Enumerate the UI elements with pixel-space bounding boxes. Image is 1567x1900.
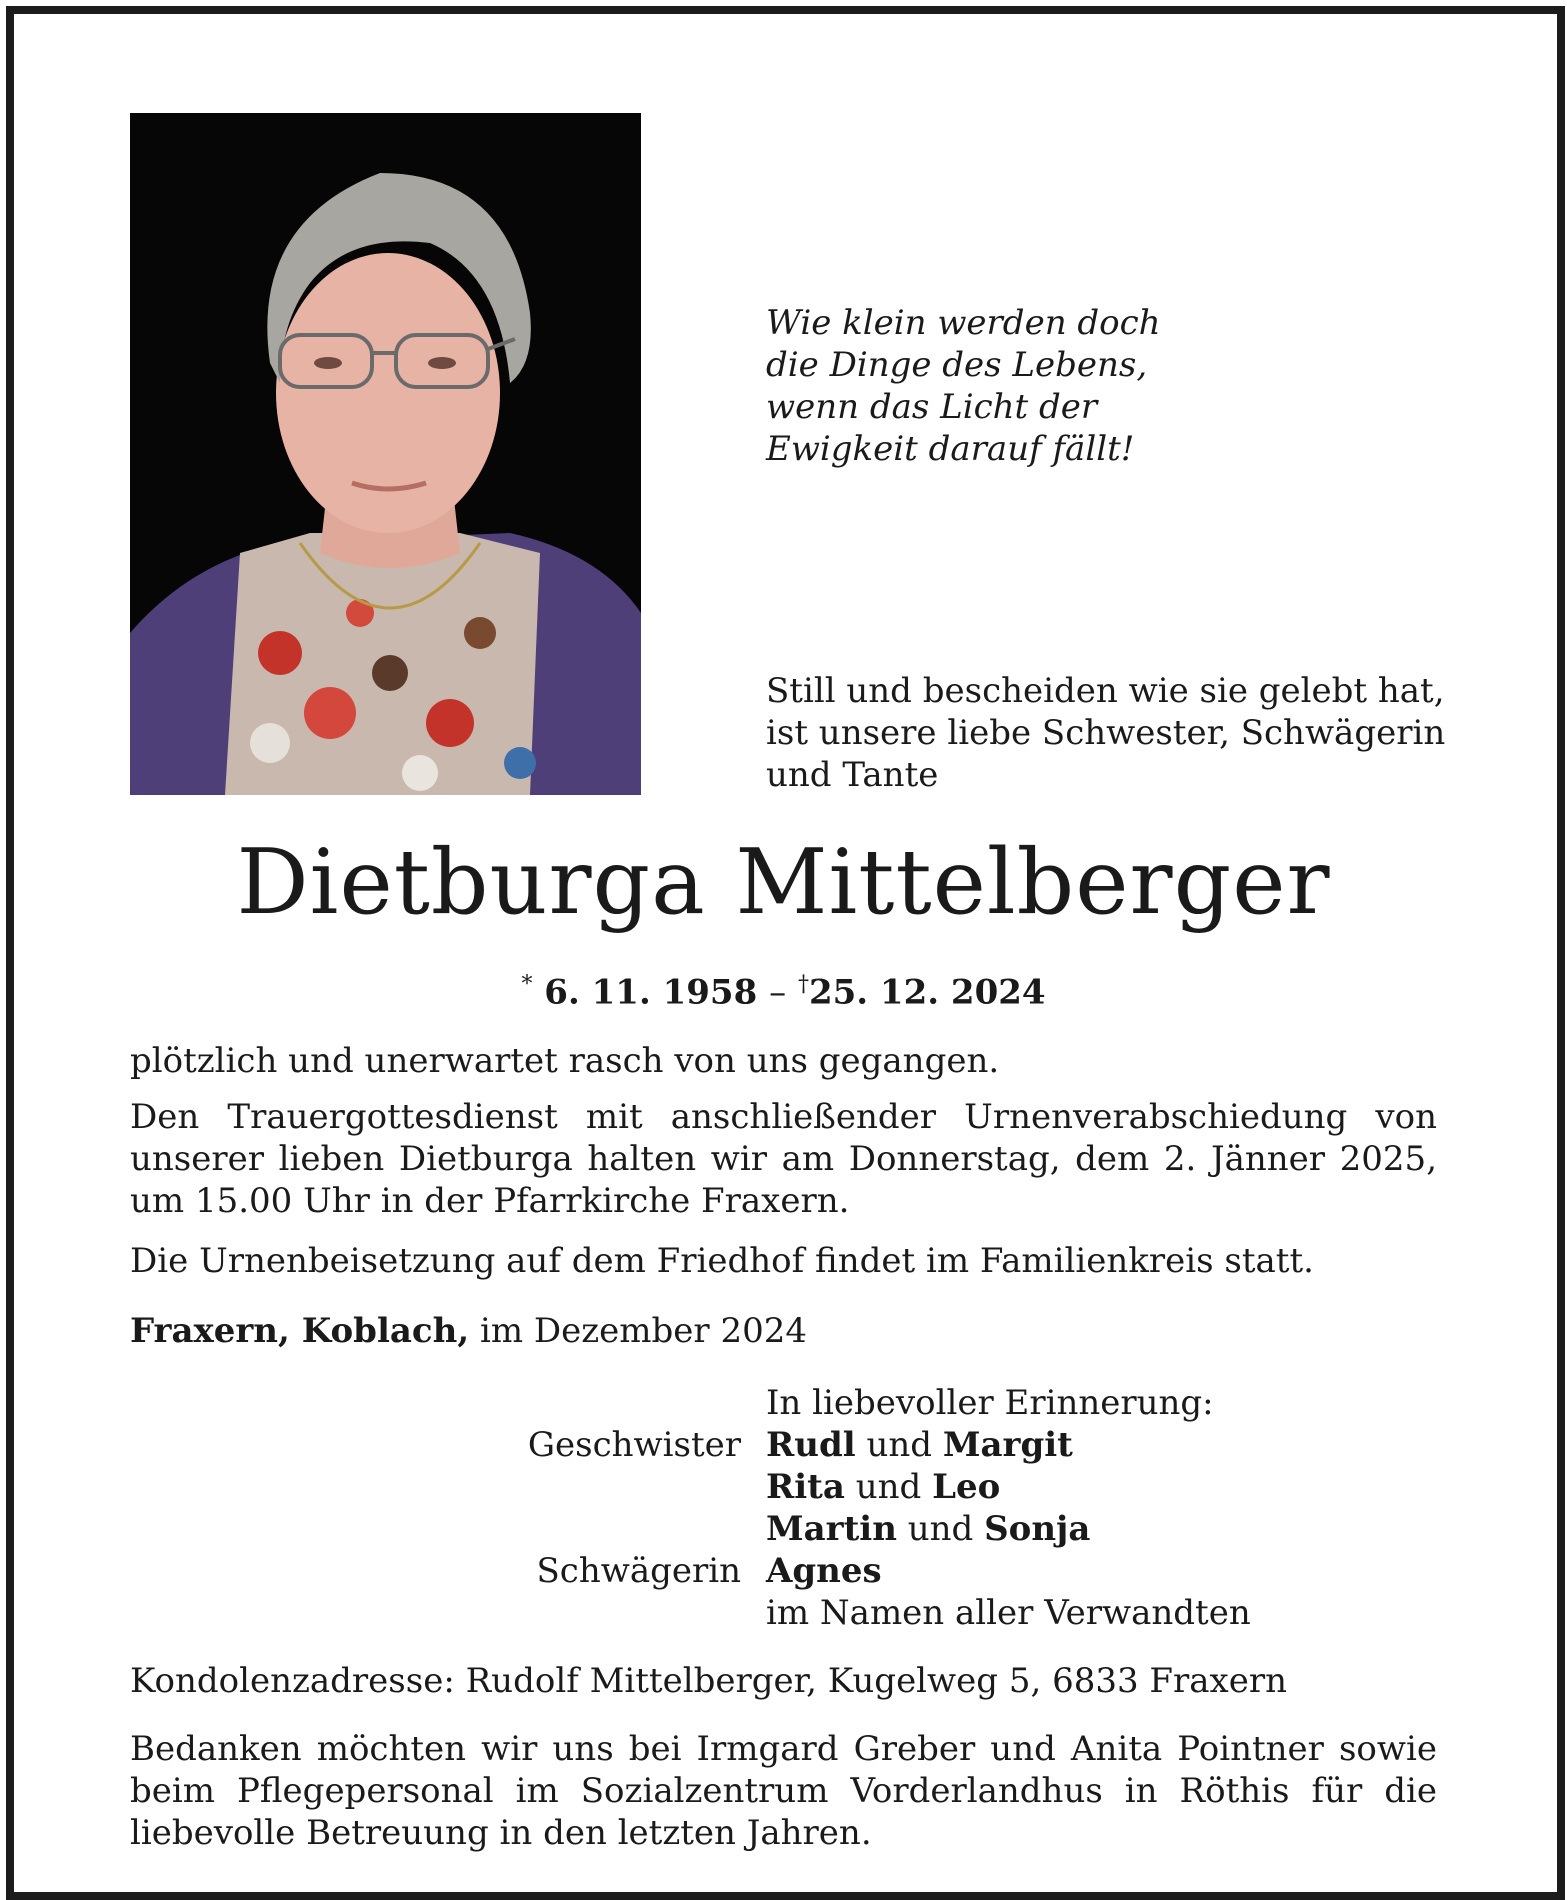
burial-text: Die Urnenbeisetzung auf dem Friedhof findet im Familienkreis statt. [130, 1241, 1314, 1281]
date-separator: – [769, 972, 787, 1013]
condolence-address: Kondolenzadresse: Rudolf Mittelberger, Kugelweg 5, 6833 Fraxern [130, 1661, 1287, 1701]
quote-line: Ewigkeit darauf fällt! [766, 429, 1135, 469]
passing-text: plötzlich und unerwartet rasch von uns gegangen. [130, 1041, 1000, 1081]
family-row [0, 1466, 1567, 1508]
birth-date: 6. 11. 1958 [544, 972, 758, 1013]
family-row [0, 1550, 1567, 1592]
partner-name: Sonja [984, 1509, 1091, 1549]
family-row [0, 1508, 1567, 1550]
place-date [130, 1310, 1437, 1352]
family-row [0, 1592, 1567, 1634]
intro-line: ist unsere liebe Schwester, Schwägerin [766, 713, 1446, 753]
life-dates [0, 963, 1567, 1014]
sibling-pair [766, 1466, 1000, 1508]
memorial-quote [766, 302, 1266, 470]
death-date: 25. 12. 2024 [808, 972, 1046, 1013]
siblings-label: Geschwister [527, 1425, 741, 1465]
service-text: Den Trauergottesdienst mit anschließender Urnenverabschiedung von unserer lieben Dietburga halten wir am Donnerstag, dem 2. Jänner 2025, um 15.00 Uhr in der Pfarrkirche Fraxern. [130, 1097, 1437, 1221]
quote-line: die Dinge des Lebens, [766, 345, 1148, 385]
death-symbol: † [797, 972, 809, 997]
birth-symbol: * [521, 972, 533, 997]
family-heading: In liebevoller Erinnerung: [766, 1383, 1214, 1423]
deceased-name: Dietburga Mittelberger [236, 830, 1331, 935]
quote-line: wenn das Licht der [766, 387, 1098, 427]
sibling-pair [766, 1424, 1073, 1466]
partner-name: Leo [932, 1467, 1001, 1507]
conjunction: und [907, 1509, 974, 1549]
intro-line: und Tante [766, 755, 939, 795]
sibling-pair [766, 1508, 1090, 1550]
sibling-name: Martin [766, 1509, 897, 1549]
conjunction: und [866, 1425, 933, 1465]
thanks-text: Bedanken möchten wir uns bei Irmgard Greber und Anita Pointner sowie beim Pflegepersonal im Sozialzentrum Vorderlandhus in Röthis für die liebevolle Betreuung in den letzten Jahren. [130, 1729, 1437, 1853]
intro-line: Still und bescheiden wie sie gelebt hat, [766, 671, 1445, 711]
sisterinlaw-label: Schwägerin [536, 1551, 741, 1591]
family-heading-row [0, 1382, 1567, 1424]
month-year: im Dezember 2024 [469, 1311, 808, 1351]
sibling-name: Rita [766, 1467, 845, 1507]
family-closing: im Namen aller Verwandten [766, 1593, 1251, 1633]
sibling-name: Rudl [766, 1425, 856, 1465]
family-row [0, 1424, 1567, 1466]
conjunction: und [855, 1467, 922, 1507]
sisterinlaw-name: Agnes [766, 1551, 882, 1591]
place-names: Fraxern, Koblach, [130, 1311, 470, 1351]
quote-line: Wie klein werden doch [766, 303, 1161, 343]
portrait-photo [130, 113, 641, 795]
partner-name: Margit [942, 1425, 1073, 1465]
intro-text [766, 670, 1466, 796]
